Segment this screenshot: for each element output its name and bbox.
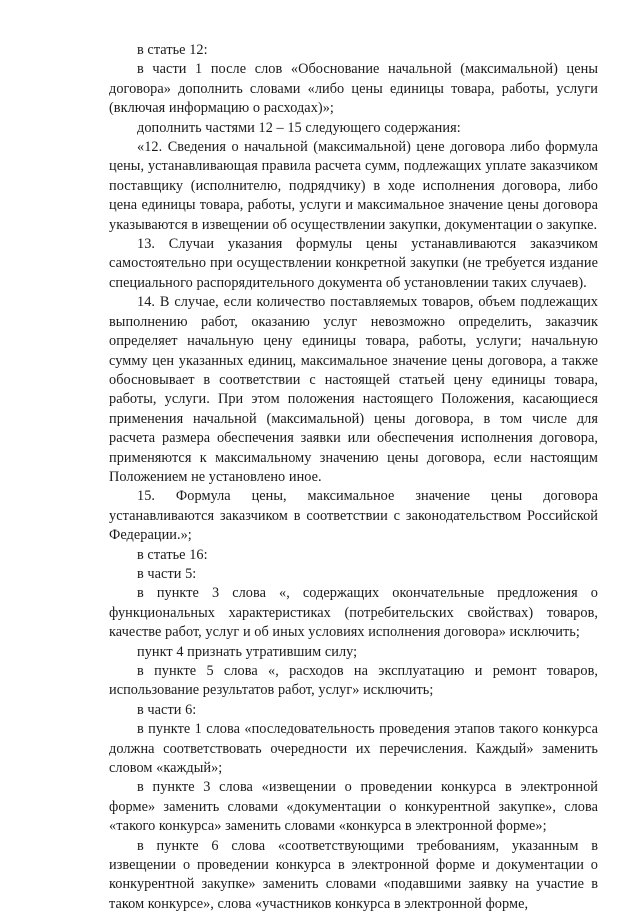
paragraph-item-12: «12. Сведения о начальной (максимальной) цене договора либо формула цены, устанавливающая правила расчета сумм, подлежащих уплате заказчиком поставщику (исполнителю, подрядчику) в ходе исполнения договора, либо цена единицы товара, работы, услуги и максимальное значение цены договора указываются в извещении об осуществлении закупки, документации о закупке. [109, 139, 598, 233]
paragraph-article-12: в статье 12: [137, 42, 208, 58]
paragraph-add-parts: дополнить частями 12 – 15 следующего содержания: [137, 119, 461, 136]
paragraph-part-6-point-1: в пункте 1 слова «последовательность проведения этапов такого конкурса должна соответствовать очередности их перечисления. Каждый» заменить словом «каждый»; [109, 721, 598, 777]
paragraph-item-14: 14. В случае, если количество поставляемых товаров, объем подлежащих выполнению работ, оказанию услуг невозможно определить, заказчик определяет начальную цену единицы товара, работы, услуги; начальную сумму цен указанных единиц, максимальное значение цены договора, а также обосновывает в соответствии с настоящей статьей цену единицы товара, работы, услуги. При этом положения настоящего Положения, касающиеся применения начальной (максимальной) цены договора, в том числе для расчета размера обеспечения заявки или обеспечения исполнения договора, применяются к максимальному значению цены договора, если настоящим Положением не установлено иное. [109, 294, 598, 485]
paragraph-point-4: пункт 4 признать утратившим силу; [137, 643, 358, 660]
paragraph-part-6-point-6: в пункте 6 слова «соответствующими требованиям, указанным в извещении о проведении конкурса в электронной форме и документации о конкурентной закупке» заменить словами «подавшими заявку на участие в таком конкурсе», слова «участников конкурса в электронной форме, [109, 837, 598, 912]
paragraph-part-1: в части 1 после слов «Обоснование начальной (максимальной) цены договора» дополнить словами «либо цены единицы товара, работы, услуги (включая информацию о расходах)»; [109, 61, 598, 117]
paragraph-part-6: в части 6: [137, 701, 197, 718]
paragraph-item-15: 15. Формула цены, максимальное значение цены договора устанавливаются заказчиком в соответствии с законодательством Российской Федерации.»; [109, 488, 598, 544]
paragraph-part-5: в части 5: [137, 565, 197, 582]
paragraph-point-3: в пункте 3 слова «, содержащих окончательные предложения о функциональных характеристиках (потребительских свойствах) товаров, качестве работ, услуг и об иных условиях исполнения договора» исключить; [109, 585, 598, 641]
paragraph-article-16: в статье 16: [137, 546, 208, 563]
paragraph-item-13: 13. Случаи указания формулы цены устанавливаются заказчиком самостоятельно при осуществлении конкретной закупки (не требуется издание специального распорядительного документа об установлении таких случаев). [109, 236, 598, 291]
paragraph-part-6-point-3: в пункте 3 слова «извещении о проведении конкурса в электронной форме» заменить словами «документации о конкурентной закупке», слова «такого конкурса» заменить словами «конкурса в электронной форме»; [109, 779, 598, 835]
paragraph-point-5: в пункте 5 слова «, расходов на эксплуатацию и ремонт товаров, использование результатов работ, услуг» исключить; [109, 663, 598, 699]
